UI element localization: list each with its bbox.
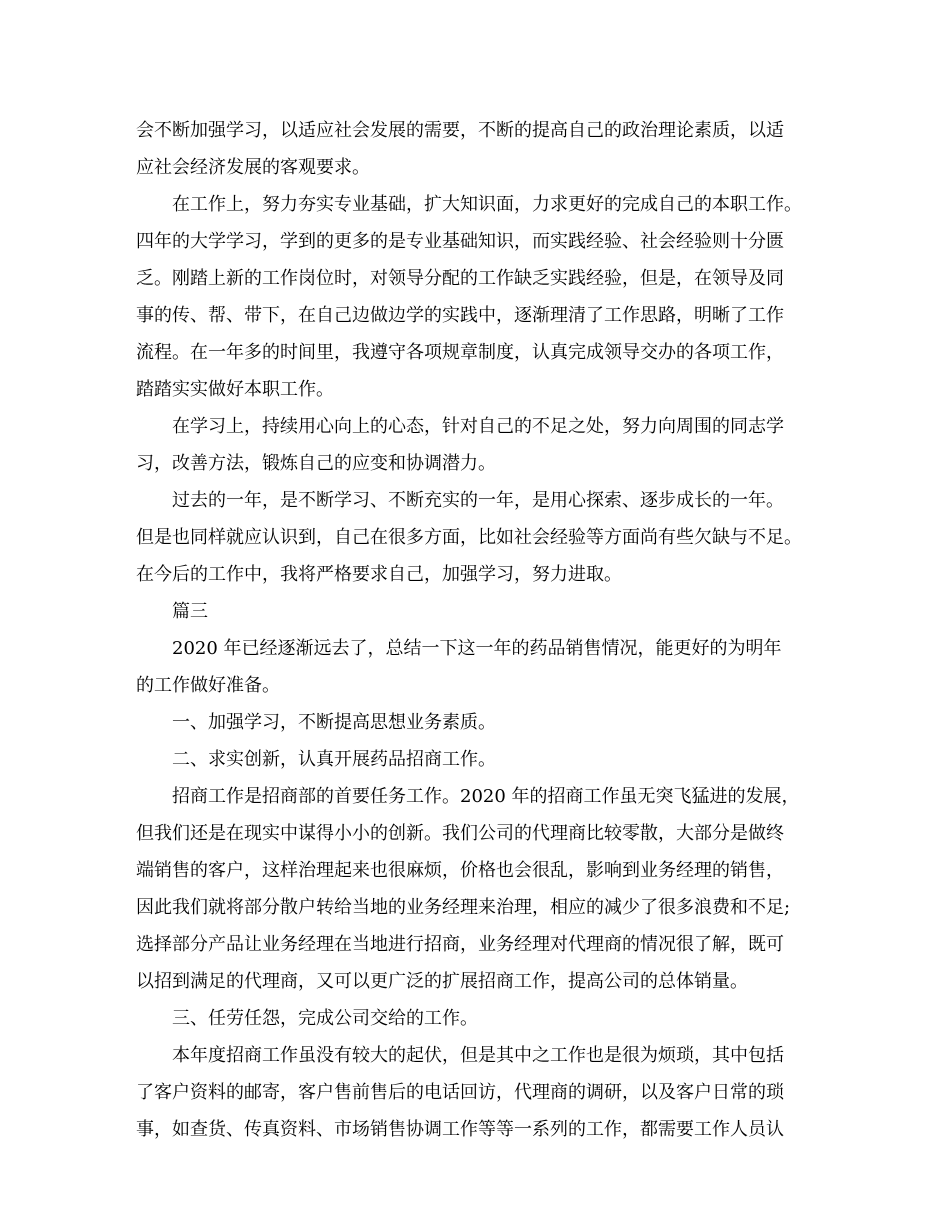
text-line: 了客户资料的邮寄，客户售前售后的电话回访，代理商的调研，以及客户日常的琐	[136, 1082, 784, 1103]
text-line: 事，如查货、传真资料、市场销售协调工作等等一系列的工作，都需要工作人员认	[136, 1119, 784, 1140]
text-line: 的工作做好准备。	[136, 675, 280, 696]
text-line: 四年的大学学习，学到的更多的是专业基础知识，而实践经验、社会经验则十分匮	[136, 231, 784, 252]
text-line: 端销售的客户，这样治理起来也很麻烦，价格也会很乱，影响到业务经理的销售，	[136, 860, 784, 881]
text-line: 本年度招商工作虽没有较大的起伏，但是其中之工作也是很为烦琐，其中包括	[172, 1045, 784, 1066]
text-line: 流程。在一年多的时间里，我遵守各项规章制度，认真完成领导交办的各项工作，	[136, 342, 784, 363]
text-line: 在学习上，持续用心向上的心态，针对自己的不足之处，努力向周围的同志学	[172, 416, 784, 437]
text-line: 踏踏实实做好本职工作。	[136, 379, 334, 400]
text-line: 事的传、帮、带下，在自己边做边学的实践中，逐渐理清了工作思路，明晰了工作	[136, 305, 784, 326]
text-line: 应社会经济发展的客观要求。	[136, 157, 370, 178]
list-item-heading: 三、任劳任怨，完成公司交给的工作。	[172, 1008, 478, 1029]
text-line: 习，改善方法，锻炼自己的应变和协调潜力。	[136, 453, 496, 474]
text-line: 招商工作是招商部的首要任务工作。2020 年的招商工作虽无突飞猛进的发展，	[172, 786, 800, 807]
text-line: 过去的一年，是不断学习、不断充实的一年，是用心探索、逐步成长的一年。	[172, 490, 784, 511]
text-line: 乏。刚踏上新的工作岗位时，对领导分配的工作缺乏实践经验，但是，在领导及同	[136, 268, 784, 289]
text-line: 但是也同样就应认识到，自己在很多方面，比如社会经验等方面尚有些欠缺与不足。	[136, 527, 802, 548]
text-line: 2020 年已经逐渐远去了，总结一下这一年的药品销售情况，能更好的为明年	[172, 638, 782, 659]
text-line: 在工作上，努力夯实专业基础，扩大知识面，力求更好的完成自己的本职工作。	[172, 194, 802, 215]
text-line: 会不断加强学习，以适应社会发展的需要，不断的提高自己的政治理论素质，以适	[136, 120, 784, 141]
text-line: 以招到满足的代理商，又可以更广泛的扩展招商工作，提高公司的总体销量。	[136, 971, 748, 992]
text-line: 在今后的工作中，我将严格要求自己，加强学习，努力进取。	[136, 564, 622, 585]
text-line: 选择部分产品让业务经理在当地进行招商，业务经理对代理商的情况很了解，既可	[136, 934, 784, 955]
section-heading: 篇三	[172, 601, 208, 622]
list-item-heading: 一、加强学习，不断提高思想业务素质。	[172, 712, 496, 733]
text-line: 因此我们就将部分散户转给当地的业务经理来治理，相应的减少了很多浪费和不足;	[136, 897, 791, 918]
document-body	[136, 112, 826, 1148]
list-item-heading: 二、求实创新，认真开展药品招商工作。	[172, 749, 496, 770]
text-line: 但我们还是在现实中谋得小小的创新。我们公司的代理商比较零散，大部分是做终	[136, 823, 784, 844]
